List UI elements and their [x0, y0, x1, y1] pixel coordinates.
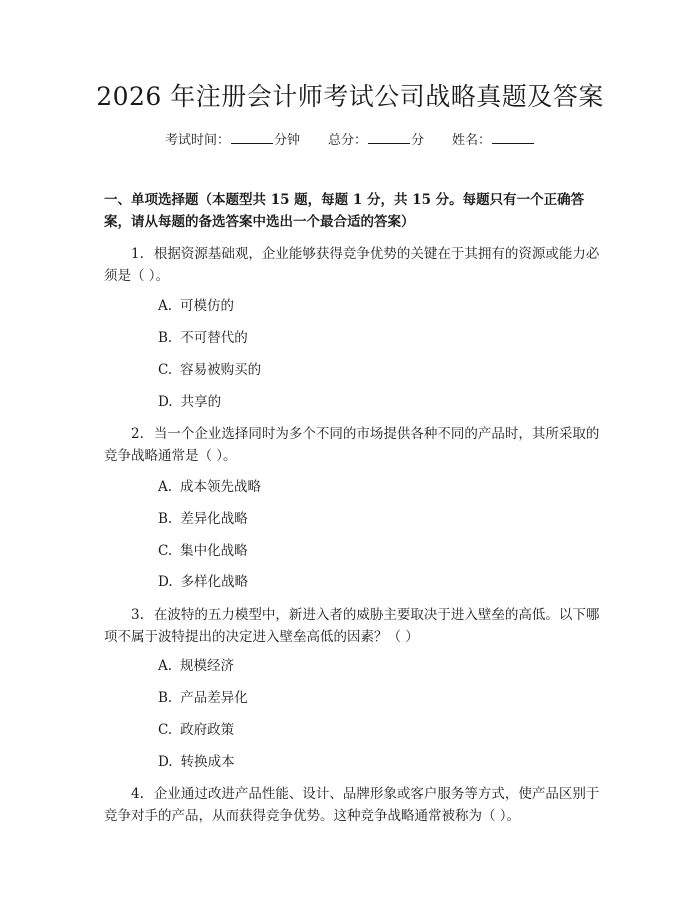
name-field	[452, 130, 535, 151]
exam-time-blank	[231, 130, 273, 144]
exam-time-label: 考试时间：	[164, 133, 230, 148]
total-score-field	[328, 130, 424, 151]
option-text: 多样化战略	[180, 574, 249, 590]
option-text: 差异化战略	[180, 511, 248, 527]
question-number: 1.	[131, 246, 144, 262]
option-text: 政府政策	[180, 722, 235, 738]
option-letter: A.	[158, 298, 173, 314]
question-3-option-c	[158, 720, 234, 740]
option-text: 产品差异化	[180, 690, 248, 706]
total-score-label: 总分：	[327, 133, 367, 148]
option-text: 规模经济	[180, 658, 235, 674]
question-number: 2.	[131, 426, 144, 442]
name-blank	[492, 130, 534, 144]
exam-meta-row	[0, 130, 700, 151]
option-text: 集中化战略	[180, 543, 248, 559]
section-heading: 一、单项选择题（本题型共 15 题，每题 1 分，共 15 分。每题只有一个正确答案，请从每题的备选答案中选出一个最合适的答案）	[104, 192, 585, 230]
question-3	[104, 604, 602, 648]
option-letter: C.	[158, 543, 173, 559]
question-text: 当一个企业选择同时为多个不同的市场提供各种不同的产品时，其所采取的竞争战略通常是（ ）。	[104, 426, 600, 464]
option-letter: B.	[158, 690, 173, 706]
total-score-blank	[368, 130, 410, 144]
option-letter: B.	[158, 330, 173, 346]
option-text: 共享的	[180, 394, 222, 410]
option-letter: A.	[158, 658, 173, 674]
option-letter: A.	[158, 479, 173, 495]
option-text: 可模仿的	[180, 298, 235, 314]
question-1-option-d	[158, 392, 221, 412]
exam-time-field	[165, 130, 300, 151]
question-2-option-a	[158, 477, 261, 497]
option-letter: B.	[158, 511, 173, 527]
option-text: 转换成本	[180, 754, 235, 770]
question-2	[104, 423, 602, 467]
question-4	[104, 783, 602, 827]
question-number: 3.	[131, 607, 144, 623]
option-letter: D.	[158, 394, 173, 410]
question-1	[104, 243, 602, 287]
option-letter: D.	[158, 754, 173, 770]
option-letter: D.	[158, 574, 173, 590]
option-text: 成本领先战略	[180, 479, 262, 495]
question-3-option-a	[158, 656, 234, 676]
question-text: 在波特的五力模型中，新进入者的威胁主要取决于进入壁垒的高低。以下哪项不属于波特提出的决定进入壁垒高低的因素？（ ）	[104, 607, 600, 645]
page-title: 2026 年注册会计师考试公司战略真题及答案	[96, 82, 604, 111]
question-2-option-d	[158, 572, 248, 592]
question-text: 根据资源基础观，企业能够获得竞争优势的关键在于其拥有的资源或能力必须是（ ）。	[104, 246, 600, 284]
option-text: 不可替代的	[180, 330, 248, 346]
name-label: 姓名：	[452, 133, 492, 148]
question-2-option-c	[158, 541, 248, 561]
question-3-option-b	[158, 688, 248, 708]
option-text: 容易被购买的	[180, 362, 262, 378]
question-1-option-a	[158, 296, 234, 316]
option-letter: C.	[158, 722, 173, 738]
total-score-unit: 分	[411, 133, 425, 148]
question-2-option-b	[158, 509, 248, 529]
question-3-option-d	[158, 752, 235, 772]
exam-time-unit: 分钟	[273, 133, 300, 148]
question-text: 企业通过改进产品性能、设计、品牌形象或客户服务等方式，使产品区别于竞争对手的产品，从而获得竞争优势。这种竞争战略通常被称为（ ）。	[104, 786, 600, 824]
question-number: 4.	[131, 786, 144, 802]
question-1-option-b	[158, 328, 248, 348]
option-letter: C.	[158, 362, 173, 378]
question-1-option-c	[158, 360, 261, 380]
